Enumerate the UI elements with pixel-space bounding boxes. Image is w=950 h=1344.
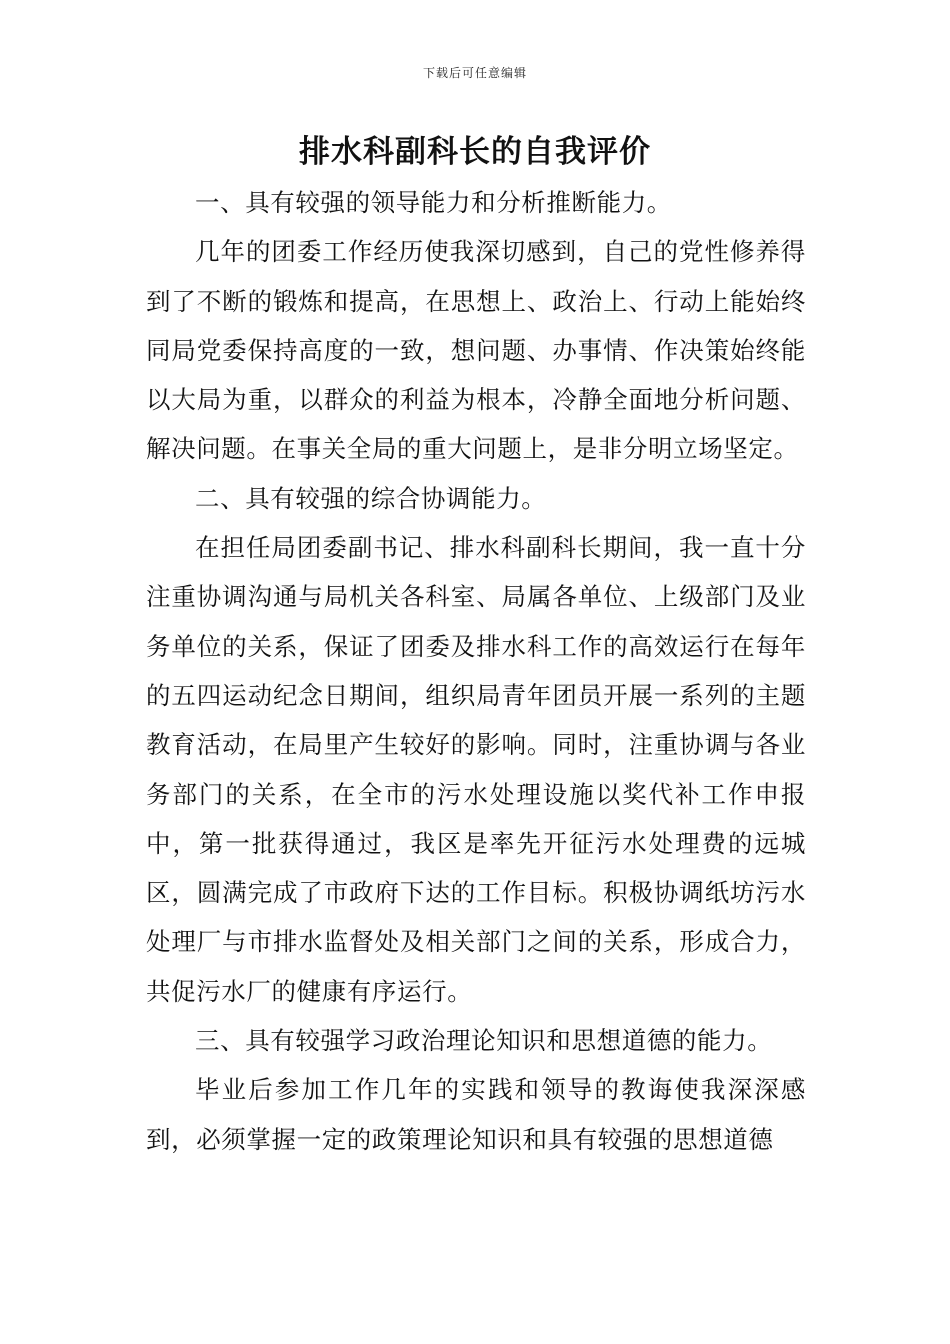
body-paragraph-3: 毕业后参加工作几年的实践和领导的教诲使我深深感到，必须掌握一定的政策理论知识和具有较强的思想道德	[146, 1075, 806, 1154]
section-heading-2: 二、具有较强的综合协调能力。	[195, 483, 547, 513]
body-paragraph-2: 在担任局团委副书记、排水科副科长期间，我一直十分注重协调沟通与局机关各科室、局属各单位、上级部门及业务单位的关系，保证了团委及排水科工作的高效运行在每年的五四运动纪念日期间，组织局青年团员开展一系列的主题教育活动，在局里产生较好的影响。同时，注重协调与各业务部门的关系，在全市的污水处理设施以奖代补工作申报中，第一批获得通过，我区是率先开征污水处理费的远城区，圆满完成了市政府下达的工作目标。积极协调纸坊污水处理厂与市排水监督处及相关部门之间的关系，形成合力，共促污水厂的健康有序运行。	[146, 533, 806, 1006]
section-heading-3: 三、具有较强学习政治理论知识和思想道德的能力。	[195, 1026, 773, 1056]
document-body	[146, 178, 806, 1164]
section-heading-1: 一、具有较强的领导能力和分析推断能力。	[195, 188, 672, 217]
page-header-note: 下载后可任意编辑	[422, 66, 527, 80]
document-title: 排水科副科长的自我评价	[299, 134, 651, 170]
body-paragraph-1: 几年的团委工作经历使我深切感到，自己的党性修养得到了不断的锻炼和提高，在思想上、政治上、行动上能始终同局党委保持高度的一致，想问题、办事情、作决策始终能以大局为重，以群众的利益为根本，冷静全面地分析问题、解决问题。在事关全局的重大问题上，是非分明立场坚定。	[146, 237, 806, 464]
